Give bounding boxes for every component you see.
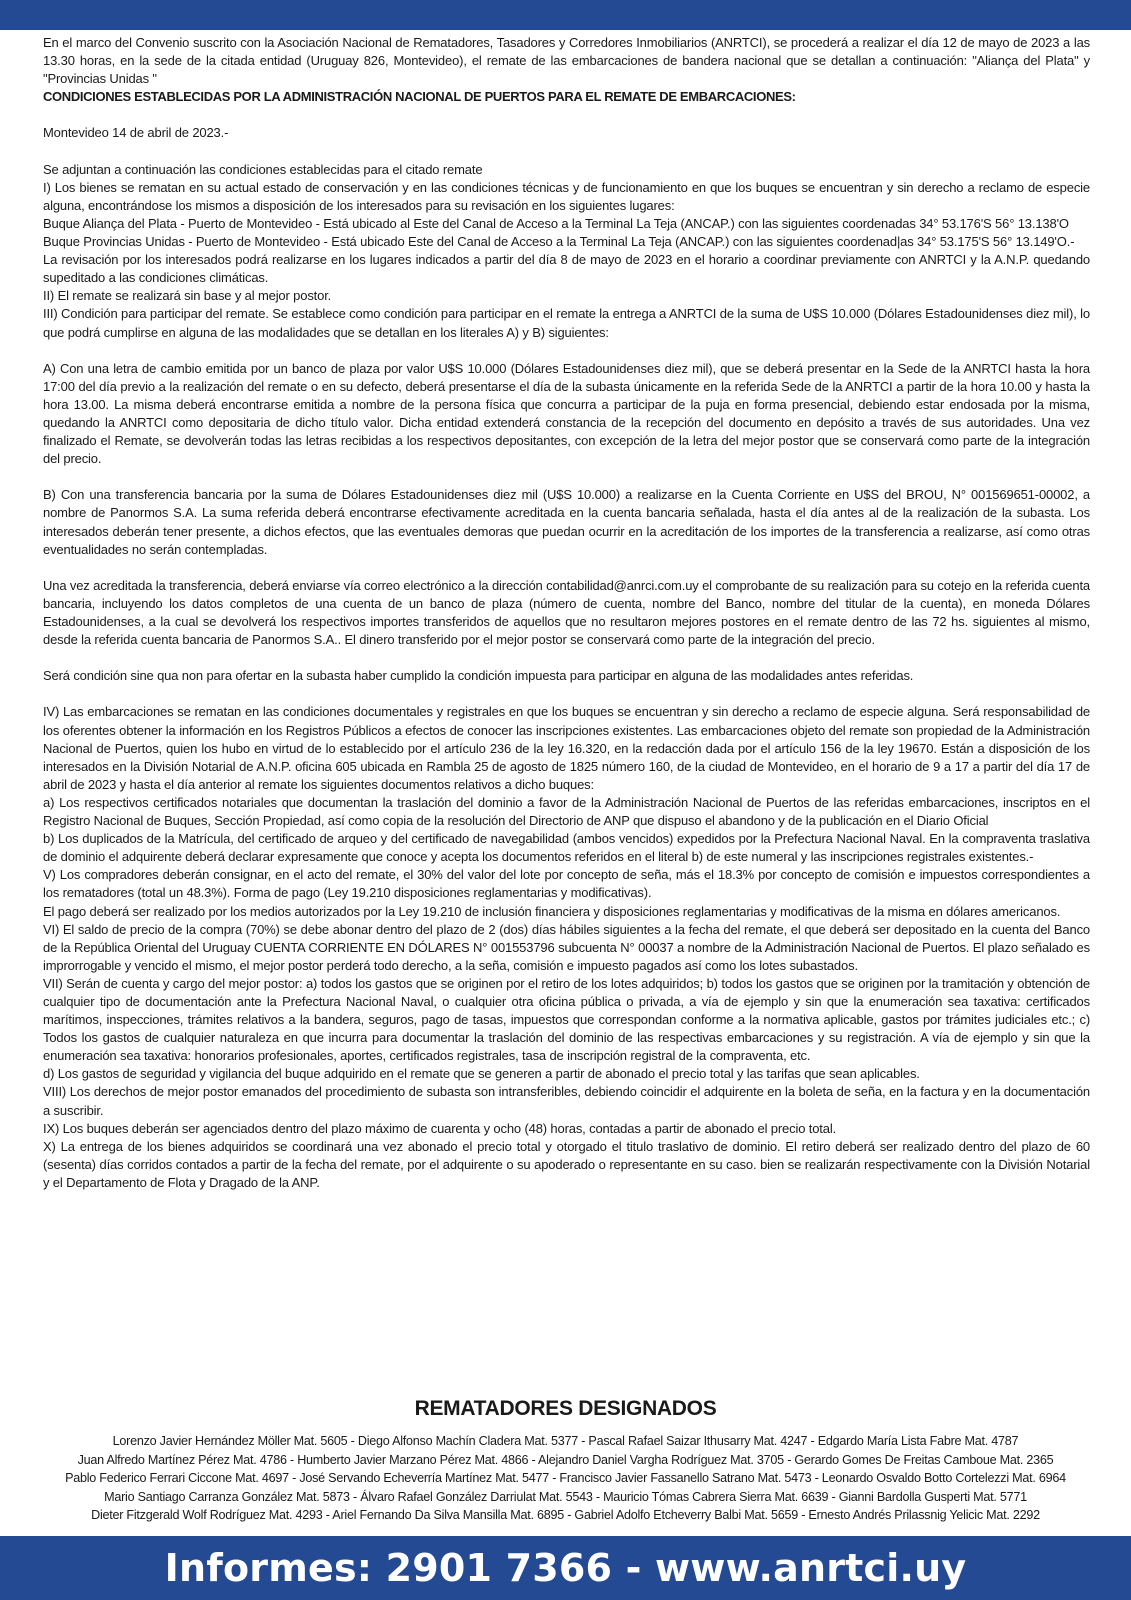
paragraph: IV) Las embarcaciones se rematan en las condiciones documentales y registrales en que los buques se encuentran y sin derecho a reclamo de especie alguna. Será responsabilidad de los oferentes obtener la información en los Registros Públicos a efectos de conocer las inscripciones existentes. Las embarcaciones objeto del remate son propiedad de la Administración Nacional de Puertos, quien los hubo en virtud de lo establecido por el artículo 236 de la ley 16.320, en la redacción dada por el artículo 156 de la ley 19670. Están a disposición de los interesados en la División Notarial de A.N.P. oficina 605 ubicada en Rambla 25 de agosto de 1825 número 160, de la ciudad de Montevideo, en el horario de 9 a 17 a partir del día 17 de abril de 2023 y hasta el día anterior al remate los siguientes documentos relativos a dicho buques:	[43, 704, 1090, 792]
paragraph: VIII) Los derechos de mejor postor emanados del procedimiento de subasta son intransferibles, debiendo coincidir el adquirente en la boleta de seña, en la factura y en la documentación a suscribir.	[43, 1084, 1090, 1118]
paragraph: X) La entrega de los bienes adquiridos se coordinará una vez abonado el precio total y otorgado el titulo traslativo de dominio. El retiro deberá ser realizado dentro del plazo de 60 (sesenta) días corridos contados a partir de la fecha del remate, por el adquirente o su apoderado o representante en su caso. bien se realizarán respectivamente con la División Notarial y el Departamento de Flota y Dragado de la ANP.	[43, 1138, 1090, 1190]
paragraph: III) Condición para participar del remate. Se establece como condición para participar en el remate la entrega a ANRTCI de la suma de U$S 10.000 (Dólares Estadounidenses diez mil), lo que podrá cumplirse en alguna de las modalidades que se detallan en los literales A) y B) siguientes:	[43, 306, 1090, 340]
paragraph: VI) El saldo de precio de la compra (70%) se debe abonar dentro del plazo de 2 (dos) días hábiles siguientes a la fecha del remate, el que deberá ser depositado en la cuenta del Banco de la República Oriental del Uruguay CUENTA CORRIENTE EN DÓLARES N° 001553796 subcuenta N° 00037 a nombre de la Administración Nacional de Puertos. El plazo señalado es improrrogable y vencido el mismo, el mejor postor perderá todo derecho, a la seña, comisión e impuesto pagados así como los lotes subastados.	[43, 921, 1090, 973]
paragraph: V) Los compradores deberán consignar, en el acto del remate, el 30% del valor del lote por concepto de seña, más el 18.3% por concepto de comisión e impuestos correspondientes a los rematadores (total un 48.3%). Forma de pago (Ley 19.210 disposiciones reglamentarias y modificativas).	[43, 867, 1090, 901]
document-body	[43, 34, 1090, 1192]
paragraph: La revisación por los interesados podrá realizarse en los lugares indicados a partir del día 8 de mayo de 2023 en el horario a coordinar previamente con ANRTCI y la A.N.P. quedando supeditado a las condiciones climáticas.	[43, 252, 1090, 286]
paragraph: En el marco del Convenio suscrito con la Asociación Nacional de Rematadores, Tasadores y Corredores Inmobiliarios (ANRTCI), se procederá a realizar el día 12 de mayo de 2023 a las 13.30 horas, en la sede de la citada entidad (Uruguay 826, Montevideo), el remate de las embarcaciones de bandera nacional que se detallan a continuación: "Aliança del Plata" y "Provincias Unidas "	[43, 35, 1090, 87]
section-heading: CONDICIONES ESTABLECIDAS POR LA ADMINISTRACIÓN NACIONAL DE PUERTOS PARA EL REMATE DE EMBARCACIONES:	[43, 89, 796, 105]
paragraph: El pago deberá ser realizado por los medios autorizados por la Ley 19.210 de inclusión financiera y disposiciones reglamentarias y modificativas de la misma en dólares americanos.	[43, 903, 1061, 919]
paragraph: IX) Los buques deberán ser agenciados dentro del plazo máximo de cuarenta y ocho (48) horas, contadas a partir de abonado el precio total.	[43, 1120, 837, 1136]
paragraph: Montevideo 14 de abril de 2023.-	[43, 125, 229, 141]
paragraph: Será condición sine qua non para ofertar en la subasta haber cumplido la condición impuesta para participar en alguna de las modalidades antes referidas.	[43, 668, 914, 684]
rematador-line: Pablo Federico Ferrari Ciccone Mat. 4697 - José Servando Echeverría Martínez Mat. 5477 - Francisco Javier Fassanello Satrano Mat. 5473 - Leonardo Osvaldo Botto Cortelezzi Mat. 6964	[65, 1471, 1066, 1486]
paragraph: Buque Provincias Unidas - Puerto de Montevideo - Está ubicado Este del Canal de Acceso a la Terminal La Teja (ANCAP.) con las siguientes coordenad|as 34° 53.175'S 56° 13.149'O.-	[43, 234, 1075, 250]
rematadores-title: REMATADORES DESIGNADOS	[414, 1397, 717, 1420]
rematador-line: Dieter Fitzgerald Wolf Rodríguez Mat. 4293 - Ariel Fernando Da Silva Mansilla Mat. 6895 - Gabriel Adolfo Etcheverry Balbi Mat. 5659 - Ernesto Andrés Prilassnig Yelicic Mat. 2292	[91, 1508, 1040, 1523]
rematador-line: Juan Alfredo Martínez Pérez Mat. 4786 - Humberto Javier Marzano Pérez Mat. 4866 - Alejandro Daniel Vargha Rodríguez Mat. 3705 - Gerardo Gomes De Freitas Camboue Mat. 2365	[77, 1452, 1054, 1467]
paragraph: d) Los gastos de seguridad y vigilancia del buque adquirido en el remate que se generen a partir de abonado el precio total y las tarifas que sean aplicables.	[43, 1066, 920, 1082]
paragraph: Una vez acreditada la transferencia, deberá enviarse vía correo electrónico a la dirección contabilidad@anrci.com.uy el comprobante de su realización para su cotejo en la referida cuenta bancaria, incluyendo los datos completos de una cuenta de un banco de plaza (número de cuenta, nombre del Banco, nombre del titular de la cuenta), en moneda Dólares Estadounidenses, a la cual se devolverá los respectivos importes transferidos de aquellos que no resultaron mejores postores en el remate dentro de las 72 hs. siguientes al mismo, desde la referida cuenta bancaria de Panormos S.A.. El dinero transferido por el mejor postor se conservará como parte de la integración del precio.	[43, 577, 1090, 648]
paragraph: II) El remate se realizará sin base y al mejor postor.	[43, 288, 332, 304]
paragraph: A) Con una letra de cambio emitida por un banco de plaza por valor U$S 10.000 (Dólares Estadounidenses diez mil), que se deberá presentar en la Sede de la ANRTCI hasta la hora 17:00 del día previo a la realización del remate o en su defecto, deberá presentarse el día de la subasta únicamente en la referida Sede de la ANRTCI a partir de la hora 10.00 y hasta la hora 13.00. La misma deberá encontrarse emitida a nombre de la persona física que concurra a participar de la puja en forma presencial, debiendo estar endosada por la misma, quedando la ANRTCI como depositaria de dicho título valor. Dicha entidad extenderá constancia de la recepción del documento en depósito a través de sus autoridades. Una vez finalizado el Remate, se devolverán todas las letras recibidas a los respectivos depositantes, con excepción de la letra del mejor postor que se conservará como parte de la integración del precio.	[43, 360, 1090, 467]
paragraph: I) Los bienes se rematan en su actual estado de conservación y en las condiciones técnicas y de funcionamiento en que los buques se encuentran y sin derecho a reclamo de especie alguna, encontrándose los mismos a disposición de los interesados para su revisación en los siguientes lugares:	[43, 179, 1090, 213]
paragraph: Buque Aliança del Plata - Puerto de Montevideo - Está ubicado al Este del Canal de Acceso a la Terminal La Teja (ANCAP.) con las siguientes coordenadas 34° 53.176'S 56° 13.138'O	[43, 215, 1069, 231]
footer-contact-text: Informes: 2901 7366 - www.anrtci.uy	[164, 1546, 967, 1590]
paragraph: B) Con una transferencia bancaria por la suma de Dólares Estadounidenses diez mil (U$S 10.000) a realizarse en la Cuenta Corriente en U$S del BROU, N° 001569651-00002, a nombre de Panormos S.A. La suma referida deberá encontrarse efectivamente acreditada en la cuenta bancaria señalada, hasta el día antes al de la realización de la subasta. Los interesados deberán tener presente, a dichos efectos, que las eventuales demoras que puedan ocurrir en la acreditación de los importes de la transferencia a realizarse, así como otras eventualidades no serán contempladas.	[43, 487, 1090, 557]
paragraph: Se adjuntan a continuación las condiciones establecidas para el citado remate	[43, 161, 483, 177]
rematador-line: Mario Santiago Carranza González Mat. 5873 - Álvaro Rafael González Darriulat Mat. 5543 - Mauricio Tómas Cabrera Sierra Mat. 6639 - Gianni Bardolla Gusperti Mat. 5771	[104, 1489, 1027, 1504]
top-banner	[0, 0, 1131, 30]
rematadores-list	[20, 1432, 1111, 1525]
paragraph: b) Los duplicados de la Matrícula, del certificado de arqueo y del certificado de navegabilidad (ambos vencidos) expedidos por la Prefectura Nacional Naval. En la compraventa traslativa de dominio el adquirente deberá declarar expresamente que conoce y acepta los documentos referidos en el literal b) de este numeral y las inscripciones registrales existentes.-	[43, 831, 1090, 865]
paragraph: a) Los respectivos certificados notariales que documentan la traslación del dominio a favor de la Administración Nacional de Puertos de las referidas embarcaciones, inscriptos en el Registro Nacional de Buques, Sección Propiedad, así como copia de la resolución del Directorio de ANP que dispuso el abandono y de la publicación en el Diario Oficial	[43, 794, 1090, 829]
rematador-line: Lorenzo Javier Hernández Möller Mat. 5605 - Diego Alfonso Machín Cladera Mat. 5377 - Pascal Rafael Saizar Ithusarry Mat. 4247 - Edgardo María Lista Fabre Mat. 4787	[112, 1434, 1019, 1448]
paragraph: VII) Serán de cuenta y cargo del mejor postor: a) todos los gastos que se originen por el retiro de los lotes adquiridos; b) todos los gastos que se originen por la tramitación y obtención de cualquier tipo de documentación ante la Prefectura Nacional Naval, o cualquier otra oficina pública o privada, a vía de ejemplo y sin que la enumeración sea taxativa: certificados marítimos, inspecciones, trámites relativos a la bandera, seguros, pago de tasas, impuestos que correspondan conforme a la normativa aplicable, gastos por trámites judiciales etc.; c) Todos los gastos de cualquier naturaleza en que incurra para documentar la traslación del dominio de las respectivas embarcaciones y su registración. A vía de ejemplo y sin que la enumeración sea taxativa: honorarios profesionales, aportes, certificados registrales, tasa de inscripción registral de la compraventa, etc.	[43, 975, 1090, 1064]
footer-banner	[0, 1536, 1131, 1600]
